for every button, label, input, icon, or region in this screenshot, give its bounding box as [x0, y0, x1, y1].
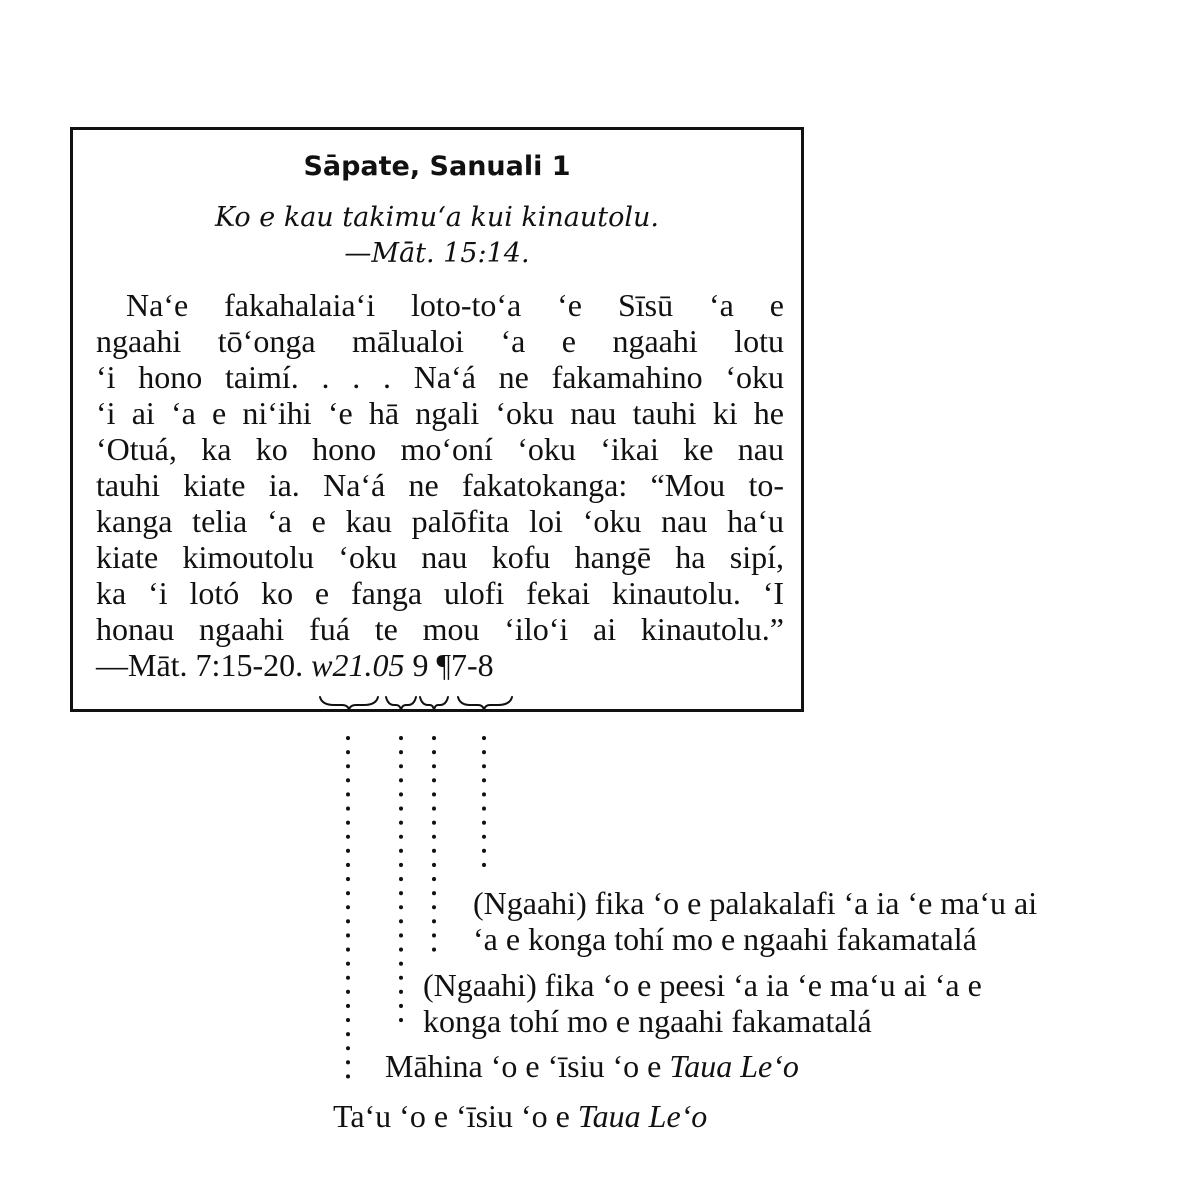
body-line-9: ka ʻi lotó ko e fanga ulofi fekai kinautolu. ʻI [96, 575, 784, 611]
ref-dot: . [364, 647, 373, 683]
scripture-citation: —Māt. 7:15-20. [96, 647, 304, 683]
date-heading: Sāpate, Sanuali 1 [303, 151, 571, 182]
callout-month [385, 1048, 799, 1084]
callout-page-line2: konga tohí mo e ngaahi fakamatalá [423, 1003, 872, 1039]
body-line-6: tauhi kiate ia. Naʻá ne fakatokanga: “Mou to- [96, 467, 784, 503]
theme-verse-citation: —Māt. 15:14. [344, 238, 530, 269]
body-line-7: kanga telia ʻa e kau palōfita loi ʻoku nau haʻu [96, 503, 784, 539]
body-line-2: ngaahi tōʻonga mālualoi ʻa e ngaahi lotu [96, 323, 784, 359]
body-line-5: ʻOtuá, ka ko hono moʻoní ʻoku ʻikai ke nau [96, 431, 784, 467]
callout-month-title: Taua Leʻo [669, 1048, 799, 1084]
callout-year-title: Taua Leʻo [577, 1098, 708, 1134]
body-line-10: honau ngaahi fuá te mou ʻiloʻi ai kinautolu.” [96, 611, 784, 647]
ref-paragraphs: ¶7-8 [436, 647, 494, 683]
callout-year-text: Taʻu ʻo e ʻīsiu ʻo e [333, 1098, 578, 1134]
callout-month-text: Māhina ʻo e ʻīsiu ʻo e [385, 1048, 670, 1084]
callout-paragraphs [473, 885, 1037, 957]
callout-page-line1: (Ngaahi) fika ʻo e peesi ʻa ia ʻe maʻu ai ʻa e [423, 967, 982, 1003]
brace-page [420, 697, 448, 710]
brace-month [386, 697, 416, 710]
ref-issue: 05 [372, 647, 405, 683]
callout-year [333, 1098, 707, 1134]
callout-paragraphs-line2: ʻa e konga tohí mo e ngaahi fakamatalá [473, 921, 977, 957]
ref-year: 21 [332, 647, 365, 683]
callout-paragraphs-line1: (Ngaahi) fika ʻo e palakalafi ʻa ia ʻe maʻu ai [473, 885, 1038, 921]
ref-page: 9 [412, 647, 429, 683]
theme-verse-text: Ko e kau takimuʻa kui kinautolu. [214, 202, 660, 233]
body-line-3: ʻi hono taimí. . . . Naʻá ne fakamahino ʻoku [96, 359, 784, 395]
callout-page [423, 967, 982, 1039]
ref-publication: w [311, 647, 333, 683]
body-line-8: kiate kimoutolu ʻoku nau kofu hangē ha sipí, [96, 539, 784, 575]
body-line-1: Naʻe fakahalaiaʻi loto-toʻa ʻe Sīsū ʻa e [126, 287, 784, 323]
brace-year [320, 697, 378, 710]
body-line-4: ʻi ai ʻa e niʻihi ʻe hā ngali ʻoku nau tauhi ki he [96, 395, 784, 431]
brace-paragraphs [458, 697, 512, 710]
